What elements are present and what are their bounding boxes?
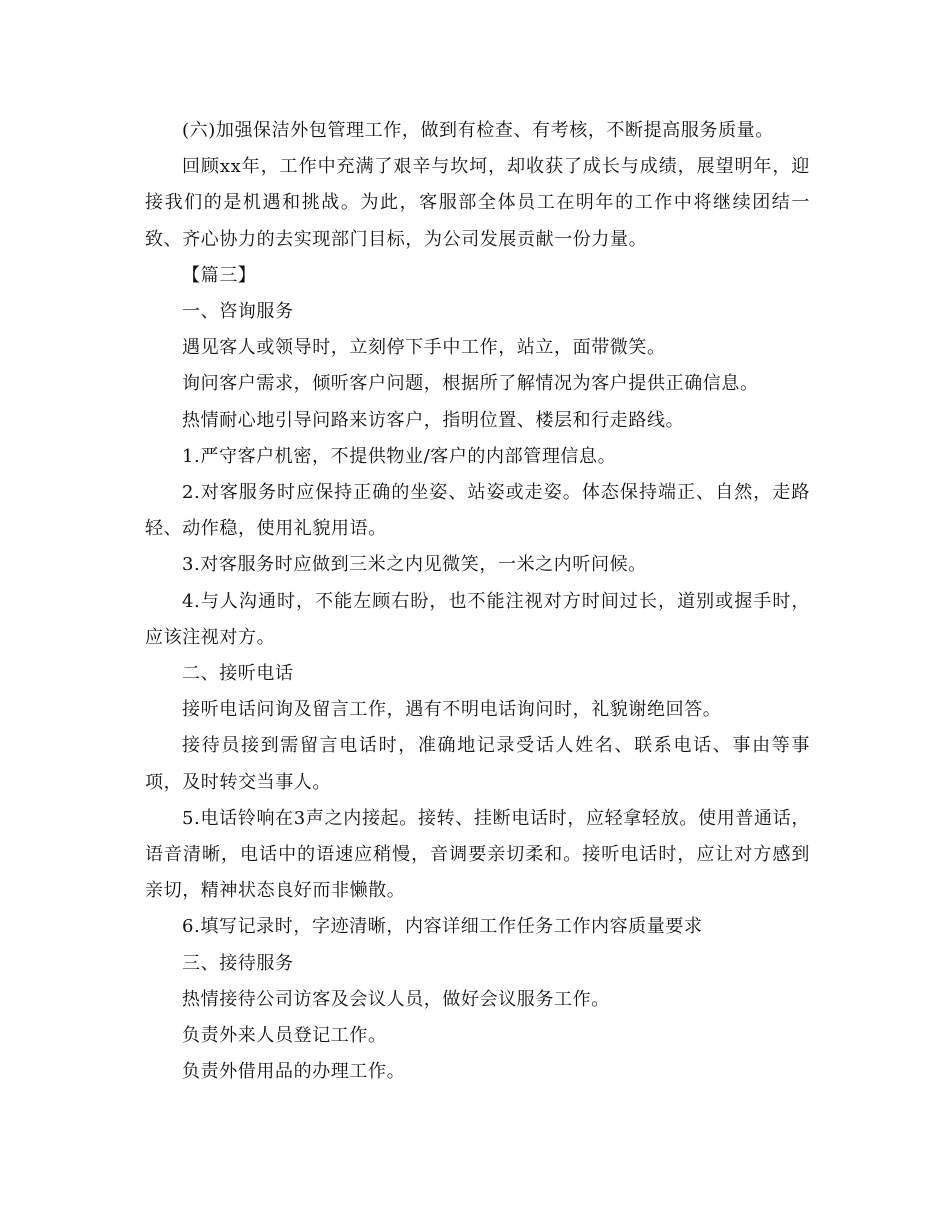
rule-item-2: 2.对客服务时应保持正确的坐姿、站姿或走姿。体态保持端正、自然，走路轻、动作稳，使用礼貌用语。 xyxy=(145,482,810,540)
paragraph-visitor-reception: 热情接待公司访客及会议人员，做好会议服务工作。 xyxy=(182,988,610,1010)
paragraph-item-lending: 负责外借用品的办理工作。 xyxy=(182,1061,406,1083)
rule-item-3: 3.对客服务时应做到三米之内见微笑，一米之内听问候。 xyxy=(182,554,647,576)
paragraph-phone-inquiry: 接听电话问询及留言工作，遇有不明电话询问时，礼貌谢绝回答。 xyxy=(182,699,722,721)
heading-answer-phone: 二、接听电话 xyxy=(182,663,294,685)
paragraph-guidance: 热情耐心地引导问路来访客户，指明位置、楼层和行走路线。 xyxy=(182,409,685,431)
rule-item-1: 1.严守客户机密，不提供物业/客户的内部管理信息。 xyxy=(182,445,617,467)
paragraph-outsourcing: (六)加强保洁外包管理工作，做到有检查、有考核，不断提高服务质量。 xyxy=(182,120,774,141)
rule-item-4: 4.与人沟通时，不能左顾右盼，也不能注视对方时间过长，道别或握手时，应该注视对方。 xyxy=(145,590,810,648)
rule-item-6: 6.填写记录时，字迹清晰，内容详细工作任务工作内容质量要求 xyxy=(182,916,703,938)
paragraph-greeting: 遇见客人或领导时，立刻停下手中工作，站立，面带微笑。 xyxy=(182,337,666,359)
heading-reception-service: 三、接待服务 xyxy=(182,952,294,974)
heading-consulting-service: 一、咨询服务 xyxy=(182,301,294,323)
paragraph-inquiry: 询问客户需求，倾听客户问题，根据所了解情况为客户提供正确信息。 xyxy=(182,373,759,395)
section-heading-part-three: 【篇三】 xyxy=(182,264,257,286)
paragraph-visitor-registration: 负责外来人员登记工作。 xyxy=(182,1025,387,1047)
rule-item-5: 5.电话铃响在3声之内接起。接转、挂断电话时，应轻拿轻放。使用普通话，语音清晰，电话中的语速应稍慢，音调要亲切柔和。接听电话时，应让对方感到亲切，精神状态良好而非懒散。 xyxy=(145,807,810,902)
document-body xyxy=(145,113,810,1090)
paragraph-message-record: 接待员接到需留言电话时，准确地记录受话人姓名、联系电话、事由等事项，及时转交当事人。 xyxy=(145,735,810,793)
paragraph-review: 回顾xx年，工作中充满了艰辛与坎坷，却收获了成长与成绩，展望明年，迎接我们的是机遇和挑战。为此，客服部全体员工在明年的工作中将继续团结一致、齐心协力的去实现部门目标，为公司发展贡献一份力量。 xyxy=(145,156,810,250)
